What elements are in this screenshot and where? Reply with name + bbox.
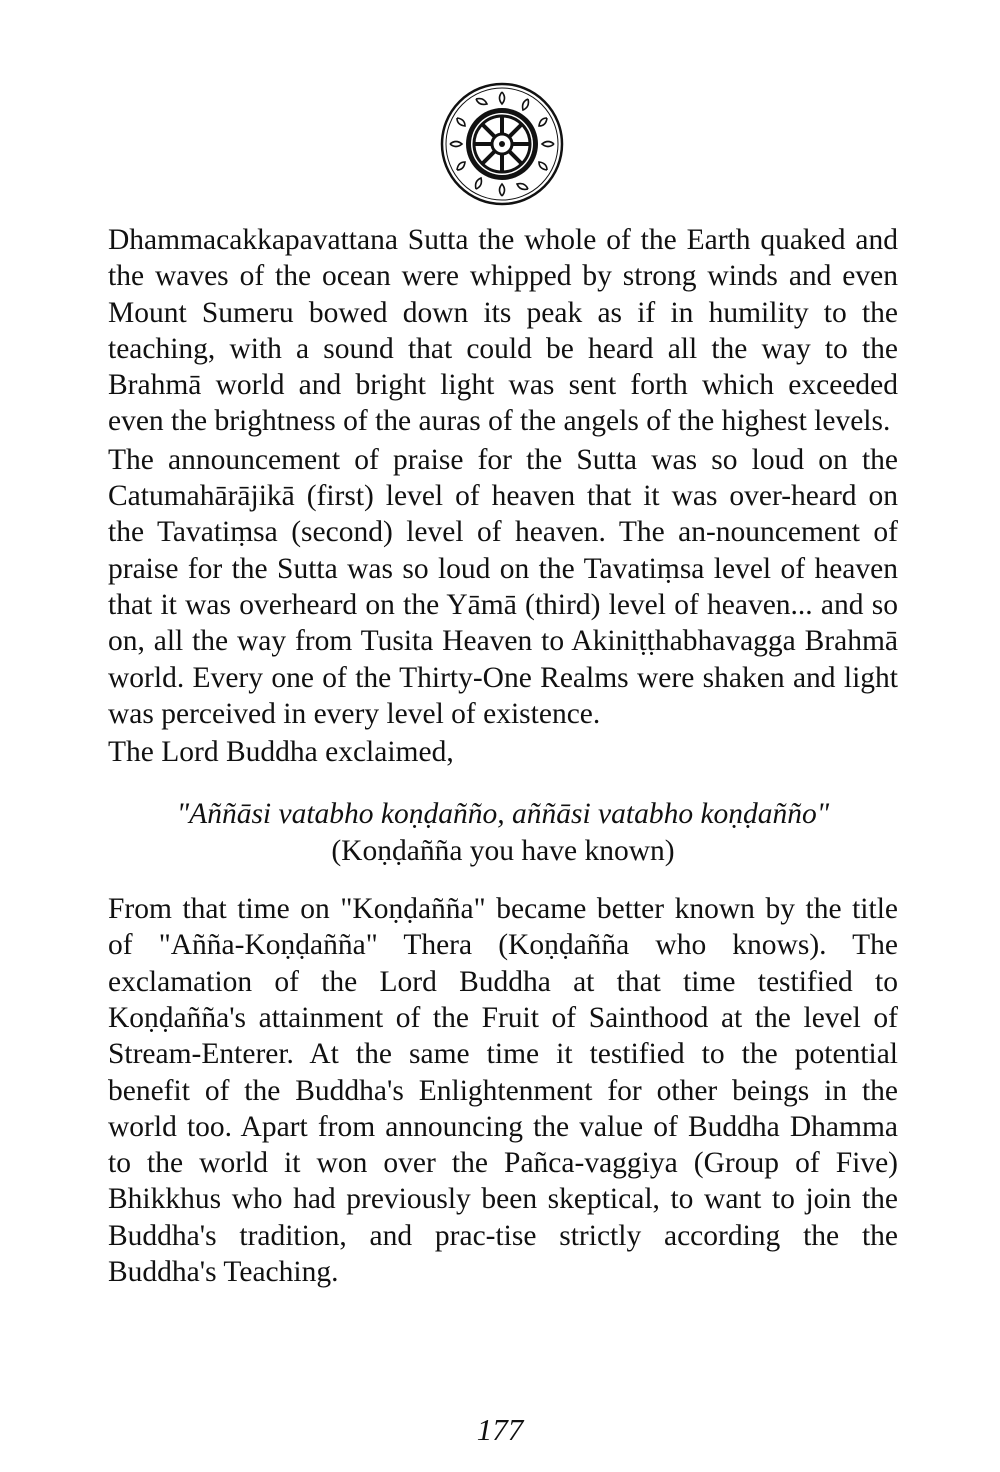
main-text (108, 222, 898, 1290)
quote-pali-text: "Aññāsi vatabho koṇḍañño, aññāsi vatabho koṇḍañño" (176, 798, 830, 831)
paragraph-earth-quaked: Dhammacakkapavattana Sutta the whole of the Earth quaked and the waves of the ocean were whipped by strong winds and even Mount Sumeru bowed down its peak as if in humility to the teaching, with a sound that could be heard all the way to the Brahmā world and bright light was sent forth which exceeded even the brightness of the auras of the angels of the highest levels. (108, 224, 898, 438)
paragraph-buddha-exclaimed: The Lord Buddha exclaimed, (108, 736, 454, 769)
quote-translation: (Koṇḍañña you have known) (331, 834, 675, 867)
paragraph-kondanna: From that time on "Koṇḍañña" became better known by the title of "Añña-Koṇḍañña" Thera (Koṇḍañña who knows). The exclamation of the Lord Buddha at that time testified to Koṇḍañña's attainment of the Fruit of Sainthood at the level of Stream-Enterer. At the same time it testified to the potential benefit of the Buddha's Enlightenment for other beings in the world too. Apart from announcing the value of Buddha Dhamma to the world it won over the Pañca-vaggiya (Group of Five) Bhikkhus who had previously been skeptical, to want to join the Buddha's tradition, and prac-tise strictly according the the Buddha's Teaching. (108, 893, 898, 1289)
pali-quote (108, 796, 898, 869)
page-number: 177 (476, 1412, 524, 1447)
paragraph-announcement: The announcement of praise for the Sutta was so loud on the Catumahārājikā (first) level of heaven that it was over-heard on the Tavatiṃsa (second) level of heaven. The an-nouncement of praise for the Sutta was so loud on the Tavatiṃsa level of heaven that it was overheard on the Yāmā (third) level of heaven... and so on, all the way from Tusita Heaven to Akiniṭṭhabhavagga Brahmā world. Every one of the Thirty-One Realms were shaken and light was perceived in every level of existence. (108, 443, 898, 730)
dhamma-wheel-icon (440, 82, 564, 206)
